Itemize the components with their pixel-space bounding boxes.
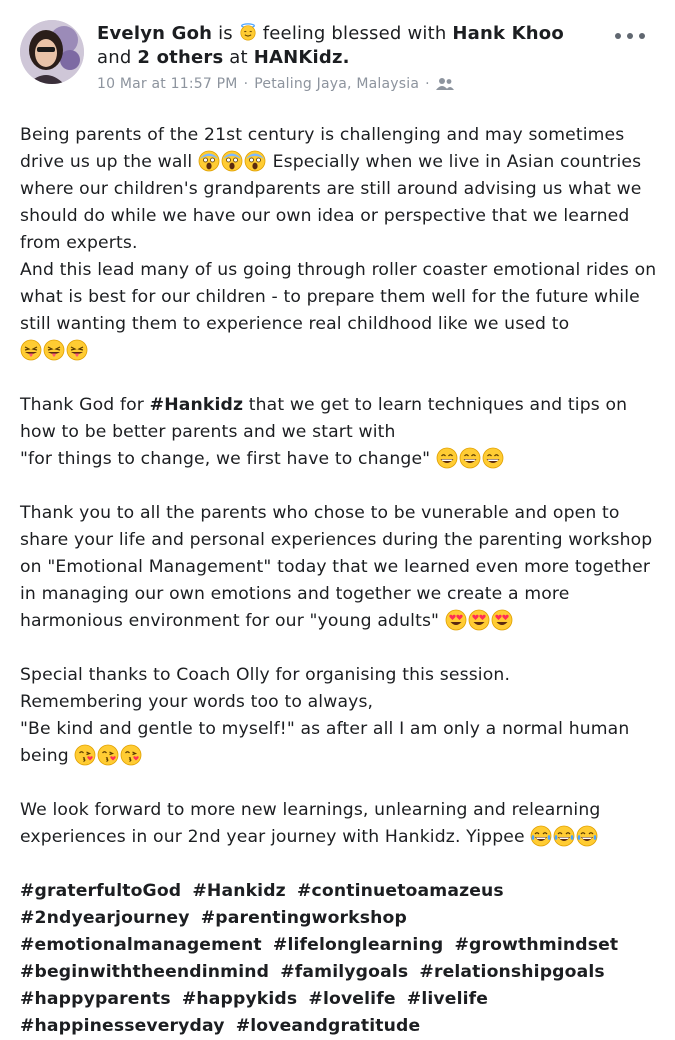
grin-emoji-icon (459, 447, 481, 469)
tears-of-joy-emoji-icon (576, 825, 598, 847)
paragraph-1-text: Being parents of the 21st century is challenging and may sometimes drive us up the wall (20, 125, 625, 172)
grin-emoji-icon (436, 447, 458, 469)
post-headline (97, 22, 597, 70)
paragraph-3 (20, 392, 660, 473)
location-page-link[interactable]: HANKidz. (253, 47, 350, 68)
timestamp[interactable]: 10 Mar at 11:57 PM (97, 76, 238, 92)
hashtag[interactable]: #lovelife (308, 989, 396, 1009)
heart-eyes-emoji-icon (468, 609, 490, 631)
paragraph-5 (20, 662, 660, 770)
author-name[interactable]: Evelyn Goh (97, 23, 213, 44)
paragraph-4-text: Thank you to all the parents who chose to be vunerable and open to share your life and personal experiences during the parenting workshop on "Emotional Management" today that we learned even more together in managing our own emotions and together we create a more harmonious environment for our "young adults" (20, 503, 653, 631)
separator: · (243, 76, 249, 92)
paragraph-2 (20, 257, 660, 365)
hashtag[interactable]: #beginwiththeendinmind (20, 962, 270, 982)
post-body (20, 122, 660, 1040)
is-text: is (218, 23, 233, 44)
hashtag[interactable]: #lifelonglearning (272, 935, 444, 955)
hashtag[interactable]: #loveandgratitude (235, 1016, 421, 1036)
hankidz-hashtag[interactable]: #Hankidz (149, 395, 244, 415)
paragraph-3a-text: Thank God for (20, 395, 145, 415)
hashtag[interactable]: #happyparents (20, 989, 171, 1009)
hashtag[interactable]: #livelife (406, 989, 489, 1009)
paragraph-1 (20, 122, 660, 257)
paragraph-5b-text: Remembering your words too to always, (20, 692, 374, 712)
friends-icon[interactable] (436, 77, 454, 91)
tears-of-joy-emoji-icon (553, 825, 575, 847)
tongue-wink-emoji-icon (43, 339, 65, 361)
paragraph-6-text: We look forward to more new learnings, unlearning and relearning experiences in our 2nd year journey with Hankidz. Yippee (20, 800, 601, 847)
grin-emoji-icon (482, 447, 504, 469)
others-link[interactable]: 2 others (137, 47, 224, 68)
avatar[interactable] (20, 20, 84, 84)
heart-eyes-emoji-icon (445, 609, 467, 631)
hashtag[interactable]: #parentingworkshop (200, 908, 407, 928)
hashtag[interactable]: #graterfultoGod (20, 881, 182, 901)
hashtag[interactable]: #2ndyearjourney (20, 908, 190, 928)
hashtag[interactable]: #familygoals (280, 962, 409, 982)
hashtag[interactable]: #happinesseveryday (20, 1016, 225, 1036)
post-meta (97, 76, 597, 92)
blow-kiss-emoji-icon (120, 744, 142, 766)
tongue-wink-emoji-icon (66, 339, 88, 361)
feeling-text: feeling blessed with (262, 23, 447, 44)
blow-kiss-emoji-icon (74, 744, 96, 766)
hashtag[interactable]: #continuetoamazeus (296, 881, 504, 901)
paragraph-gap (20, 365, 660, 392)
blow-kiss-emoji-icon (97, 744, 119, 766)
tagged-person[interactable]: Hank Khoo (452, 23, 564, 44)
paragraph-6 (20, 797, 660, 851)
paragraph-gap (20, 473, 660, 500)
hashtag[interactable]: #emotionalmanagement (20, 935, 262, 955)
hashtag[interactable]: #relationshipgoals (419, 962, 605, 982)
paragraph-gap (20, 635, 660, 662)
scream-emoji-icon (198, 150, 220, 172)
paragraph-gap (20, 770, 660, 797)
tongue-wink-emoji-icon (20, 339, 42, 361)
scream-emoji-icon (244, 150, 266, 172)
place[interactable]: Petaling Jaya, Malaysia (254, 76, 420, 92)
paragraph-1b-text: Especially when we live in Asian countries where our children's grandparents are still around advising us what we should do while we have our own idea or perspective that we learned from experts. (20, 152, 642, 253)
paragraph-2-text: And this lead many of us going through roller coaster emotional rides on what is best for our children - to prepare them well for the future while still wanting them to experience real childhood like we used to (20, 260, 657, 334)
paragraph-3b-text: that we get to learn techniques and tips on how to be better parents and we start with (20, 395, 628, 442)
post-header (20, 20, 655, 102)
more-options-icon[interactable] (613, 28, 647, 44)
scream-emoji-icon (221, 150, 243, 172)
paragraph-3c-quote: "for things to change, we first have to change" (20, 449, 431, 469)
tears-of-joy-emoji-icon (530, 825, 552, 847)
and-text: and (97, 47, 132, 68)
separator: · (425, 76, 430, 92)
halo-emoji-icon (239, 23, 257, 41)
hashtag[interactable]: #happykids (181, 989, 298, 1009)
paragraph-5c-text: "Be kind and gentle to myself!" as after all I am only a normal human being (20, 719, 630, 766)
hashtag-list (20, 878, 660, 1040)
header-text (97, 22, 597, 92)
paragraph-gap (20, 851, 660, 878)
at-text: at (229, 47, 248, 68)
hashtag[interactable]: #Hankidz (192, 881, 286, 901)
paragraph-5a-text: Special thanks to Coach Olly for organising this session. (20, 665, 511, 685)
heart-eyes-emoji-icon (491, 609, 513, 631)
hashtag[interactable]: #growthmindset (454, 935, 619, 955)
paragraph-4 (20, 500, 660, 635)
